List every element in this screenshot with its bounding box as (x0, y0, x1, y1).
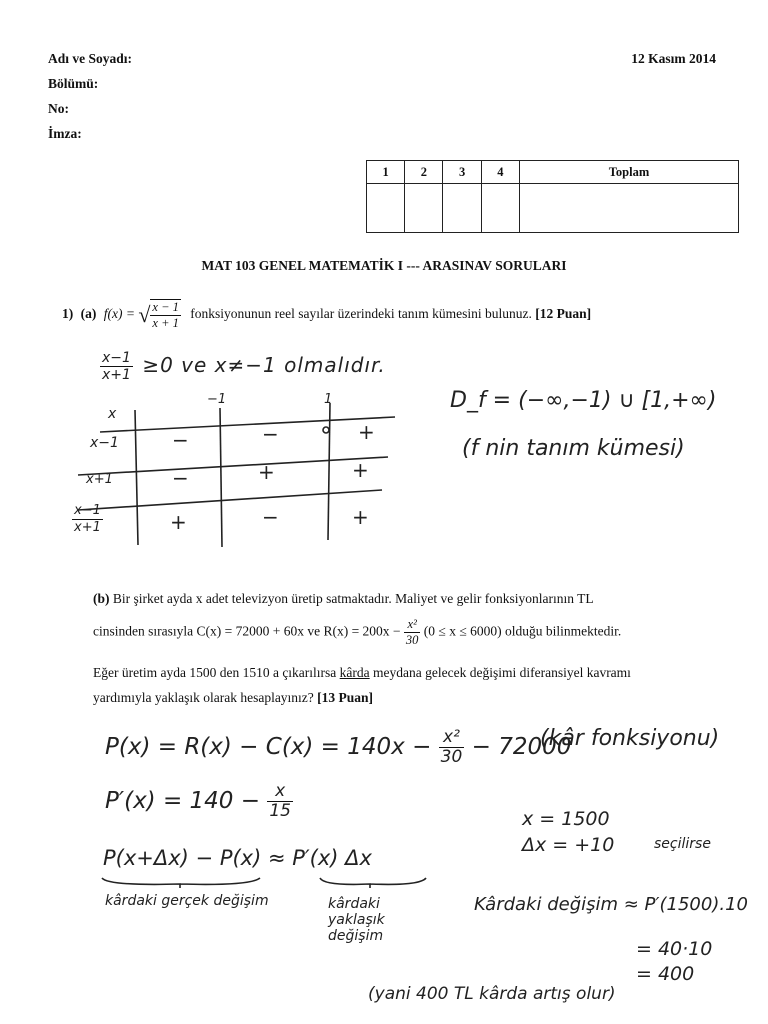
sqrt-fraction (150, 299, 180, 331)
underlined-karda: kârda (339, 665, 370, 680)
question-1b-text-2a: cinsinden sırasıyla C(x) = 72000 + 60x ve R(x) = 200x − (93, 623, 401, 639)
question-1b-text-3b: meydana gelecek değişimi diferansiyel kavramı (369, 665, 631, 680)
score-cell-total[interactable] (519, 184, 738, 233)
profit-change-equation: Kârdaki değişim ≈ P′(1500).10 (474, 894, 748, 915)
score-col-total: Toplam (519, 161, 738, 184)
profit-note: (kâr fonksiyonu) (540, 726, 720, 751)
question-1b-text-1: Bir şirket ayda x adet televizyon üretip satmaktadır. Maliyet ve gelir fonksiyonlarının TL (112, 591, 594, 606)
question-1b-line1 (93, 591, 735, 607)
condition-text: ≥0 ve x≠−1 olmalıdır. (142, 352, 386, 377)
question-1a-text: fonksiyonunun reel sayılar üzerindeki tanım kümesini bulunuz. (190, 306, 532, 322)
sign-r3-c1: + (170, 510, 187, 534)
score-cell-2[interactable] (405, 184, 443, 233)
fraction-denominator: x + 1 (152, 316, 179, 330)
label-approx-change: kârdaki yaklaşık değişim (328, 896, 385, 944)
revenue-denominator: 30 (405, 633, 419, 647)
domain-result: D_f = (−∞,−1) ∪ [1,+∞) (450, 388, 717, 413)
condition-denominator: x+1 (102, 367, 131, 383)
question-1b-text-2b: (0 ≤ x ≤ 6000) olduğu bilinmektedir. (423, 623, 622, 639)
function-prefix: f(x) = (103, 306, 135, 322)
question-1b-line2 (93, 617, 735, 648)
question-1a (62, 299, 591, 331)
fraction-numerator: x − 1 (152, 300, 179, 314)
row-label-x-plus-1: x+1 (86, 472, 113, 487)
question-1b-line4 (93, 690, 735, 706)
profit-left: P(x) = R(x) − C(x) = 140x − (105, 734, 432, 760)
derivative-numerator: x (267, 782, 293, 802)
row-label-x-minus-1: x−1 (90, 435, 119, 451)
signature-label: İmza: (48, 126, 82, 141)
profit-fraction (439, 728, 465, 767)
ratio-denominator: x+1 (74, 520, 101, 535)
sign-r3-c3: + (352, 505, 369, 529)
exam-title: MAT 103 GENEL MATEMATİK I --- ARASINAV SORULARI (201, 258, 567, 273)
domain-note: (f nin tanım kümesi) (462, 436, 685, 461)
x-value: x = 1500 (522, 808, 610, 830)
derivative-fraction (267, 782, 293, 821)
question-1a-points: [12 Puan] (535, 306, 592, 322)
table-x-label: x (108, 406, 117, 422)
question-1b-text-3a: Eğer üretim ayda 1500 den 1510 a çıkarılırsa (93, 665, 340, 680)
tick-minus-one: −1 (207, 392, 227, 407)
question-1b-points: [13 Puan] (317, 690, 374, 705)
calculation-step-1: = 40·10 (636, 938, 713, 960)
sign-r1-c3: + (358, 420, 375, 444)
profit-right: − 72000 (471, 734, 572, 760)
label-real-change: kârdaki gerçek değişim (105, 893, 269, 909)
derivative-left: P′(x) = 140 − (105, 788, 261, 814)
underbraces (100, 874, 440, 894)
condition-numerator: x−1 (102, 350, 131, 366)
exam-date: 12 Kasım 2014 (631, 51, 716, 66)
profit-denominator: 30 (440, 747, 463, 767)
question-1b-line3 (93, 665, 735, 681)
student-number-label: No: (48, 101, 69, 116)
question-number: 1) (62, 306, 74, 322)
question-part-a: (a) (80, 306, 97, 322)
sign-r1-c1: − (172, 428, 189, 452)
calculation-result: = 400 (636, 963, 695, 985)
department-label: Bölümü: (48, 76, 99, 91)
row-label-ratio (72, 503, 103, 536)
sqrt-sign: √ (138, 302, 151, 327)
profit-numerator: x² (439, 728, 465, 748)
derivative (105, 782, 293, 821)
delta-x-value: Δx = +10 (522, 834, 615, 856)
score-table (366, 160, 739, 233)
chosen-note: seçilirse (654, 836, 711, 852)
score-col-1: 1 (367, 161, 405, 184)
sign-r2-c1: − (172, 466, 189, 490)
revenue-numerator: x² (404, 617, 421, 633)
approximation: P(x+Δx) − P(x) ≈ P′(x) Δx (103, 846, 372, 870)
sign-r3-c2: − (262, 505, 279, 529)
question-part-b: (b) (93, 591, 110, 606)
revenue-fraction (404, 617, 421, 648)
sign-r1-c2: − (262, 422, 279, 446)
score-col-2: 2 (405, 161, 443, 184)
answer-a-condition (100, 350, 386, 383)
question-1b-text-4: yardımıyla yaklaşık olarak hesaplayınız? (93, 690, 314, 705)
sign-r2-c2: + (258, 460, 275, 484)
tick-one: 1 (324, 392, 333, 407)
profit-function (105, 728, 571, 767)
ratio-numerator: x−1 (74, 503, 101, 518)
score-cell-1[interactable] (367, 184, 405, 233)
sign-r2-c3: + (352, 458, 369, 482)
score-col-3: 3 (443, 161, 481, 184)
score-cell-4[interactable] (481, 184, 519, 233)
condition-fraction (100, 350, 133, 383)
score-cell-3[interactable] (443, 184, 481, 233)
score-col-4: 4 (481, 161, 519, 184)
derivative-denominator: 15 (269, 801, 291, 821)
conclusion: (yani 400 TL kârda artış olur) (368, 984, 616, 1004)
name-label: Adı ve Soyadı: (48, 51, 133, 66)
